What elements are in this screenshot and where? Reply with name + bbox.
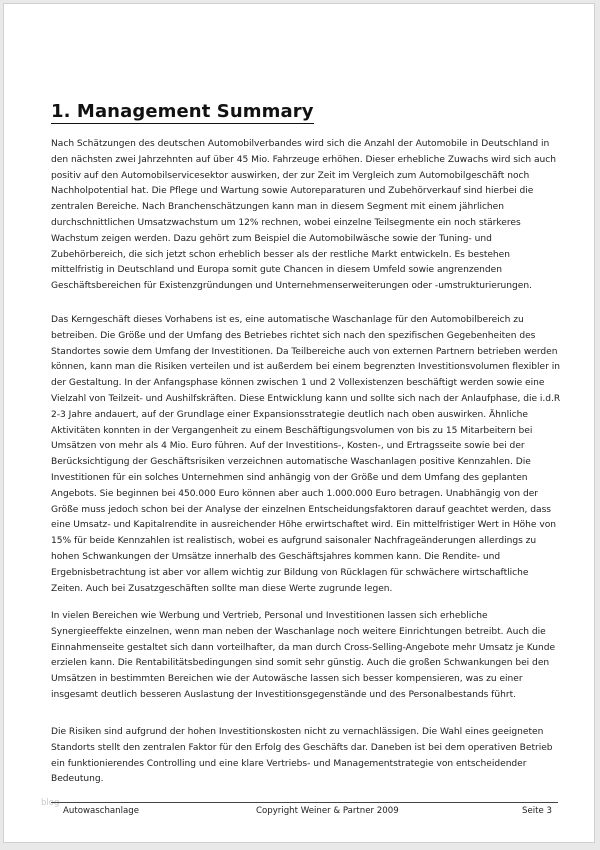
- section-title: 1. Management Summary: [51, 101, 314, 122]
- footer-divider: [51, 802, 558, 803]
- footer-copyright: Copyright Weiner & Partner 2009: [256, 806, 399, 816]
- footer-page-number: Seite 3: [522, 806, 552, 816]
- paragraph-core-business: Das Kerngeschäft dieses Vorhabens ist es, eine automatische Waschanlage für den Automobilbereich zu betreiben. Die Größe und der Umfang des Betriebes richtet sich nach den spezifischen Gegebenheiten des Standortes sowie dem Umfang der Investitionen. Da Teilbereiche auch von externen Partnern betrieben werden können, kann man die Risiken verteilen und ist außerdem bei einem begrenzten Investitionsvolumen flexibler in der Gestaltung. In der Anfangsphase können zwischen 1 und 2 Vollexistenzen beschäftigt werden sowie eine Vielzahl von Teilzeit- und Aushilfskräften. Diese Entwicklung kann und sollte sich nach der Anlaufphase, die i.d.R 2-3 Jahre andauert, auf der Grundlage einer Expansionsstrategie deutlich nach oben auswirken. Ähnliche Aktivitäten konnten in der Vergangenheit zu einem Beschäftigungsvolumen von bis zu 15 Mitarbeitern bei Umsätzen von mehr als 4 Mio. Euro führen. Auf der Investitions-, Kosten-, und Ertragsseite sowie bei der Berücksichtigung der Geschäftsrisiken verzeichnen automatische Waschanlagen positive Kennzahlen. Die Investitionen für ein solches Unternehmen sind anhängig von der Größe und dem Umfang des geplanten Angebots. Sie beginnen bei 450.000 Euro können aber auch 1.000.000 Euro betragen. Unabhängig von der Größe muss jedoch schon bei der Analyse der einzelnen Entscheidungsfaktoren darauf geachtet werden, dass eine Umsatz- und Kapitalrendite in ausreichender Höhe erwirtschaftet wird. Ein mittelfristiger Wert in Höhe von 15% für beide Kennzahlen ist realistisch, wobei es aufgrund saisonaler Nachfrageänderungen allerdings zu hohen Schwankungen der Umsätze innerhalb des Geschäftsjahres kommen kann. Die Rendite- und Ergebnisbetrachtung ist aber vor allem wichtig zur Bildung von Rücklagen für schwächere wirtschaftliche Zeiten. Auch bei Zusatzgeschäften sollte man diese Werte zugrunde legen.: [51, 315, 561, 594]
- footer-document-name: Autowaschanlage: [63, 806, 140, 816]
- paragraph-market-outlook: Nach Schätzungen des deutschen Automobilverbandes wird sich die Anzahl der Automobile in Deutschland in den nächsten zwei Jahrzehnten auf über 45 Mio. Fahrzeuge erhöhen. Dieser erhebliche Zuwachs wird sich auch positiv auf den Automobilservicesektor auswirken, der zur Zeit im Vergleich zum Automobilgeschäft noch Nachholpotential hat. Die Pflege und Wartung sowie Autoreparaturen und Zubehörverkauf sind hierbei die zentralen Bereiche. Nach Branchenschätzungen kann man in diesem Segment mit einem jährlichen durchschnittlichen Umsatzwachstum um 12% rechnen, wobei einzelne Teilsegmente ein noch stärkeres Wachstum zeigen werden. Dazu gehört zum Beispiel die Automobilwäsche sowie der Tuning- und Zubehörbereich, die sich jetzt schon erheblich besser als der restliche Markt entwickeln. Es bestehen mittelfristig in Deutschland und Europa somit gute Chancen in diesem Umfeld sowie angrenzenden Geschäftsbereichen für Existenzgründungen und Unternehmenserweiterungen oder -umstrukturierungen.: [51, 139, 557, 292]
- watermark: blog: [41, 798, 60, 808]
- paragraph-risks: Die Risiken sind aufgrund der hohen Investitionskosten nicht zu vernachlässigen. Die Wahl eines geeigneten Standorts stellt den zentralen Faktor für den Erfolg des Geschäfts dar. Daneben ist bei dem operativen Betrieb ein funktionierendes Controlling und eine klare Vertriebs- und Managementstrategie von entscheidender Bedeutung.: [51, 727, 553, 785]
- paragraph-synergies: In vielen Bereichen wie Werbung und Vertrieb, Personal und Investitionen lassen sich erhebliche Synergieeffekte einzelnen, wenn man neben der Waschanlage noch weitere Einrichtungen betreibt. Auch die Einnahmenseite gestaltet sich dann vorteilhafter, da man durch Cross-Selling-Angebote mehr Umsatz je Kunde erzielen kann. Die Rentabilitätsbedingungen sind somit sehr günstig. Auch die großen Schwankungen bei den Umsätzen in bestimmten Bereichen wie der Autowäsche lassen sich besser kompensieren, was zu einer insgesamt deutlich besseren Auslastung der Investitionsgegenstände und des Personalbestands führt.: [51, 611, 556, 700]
